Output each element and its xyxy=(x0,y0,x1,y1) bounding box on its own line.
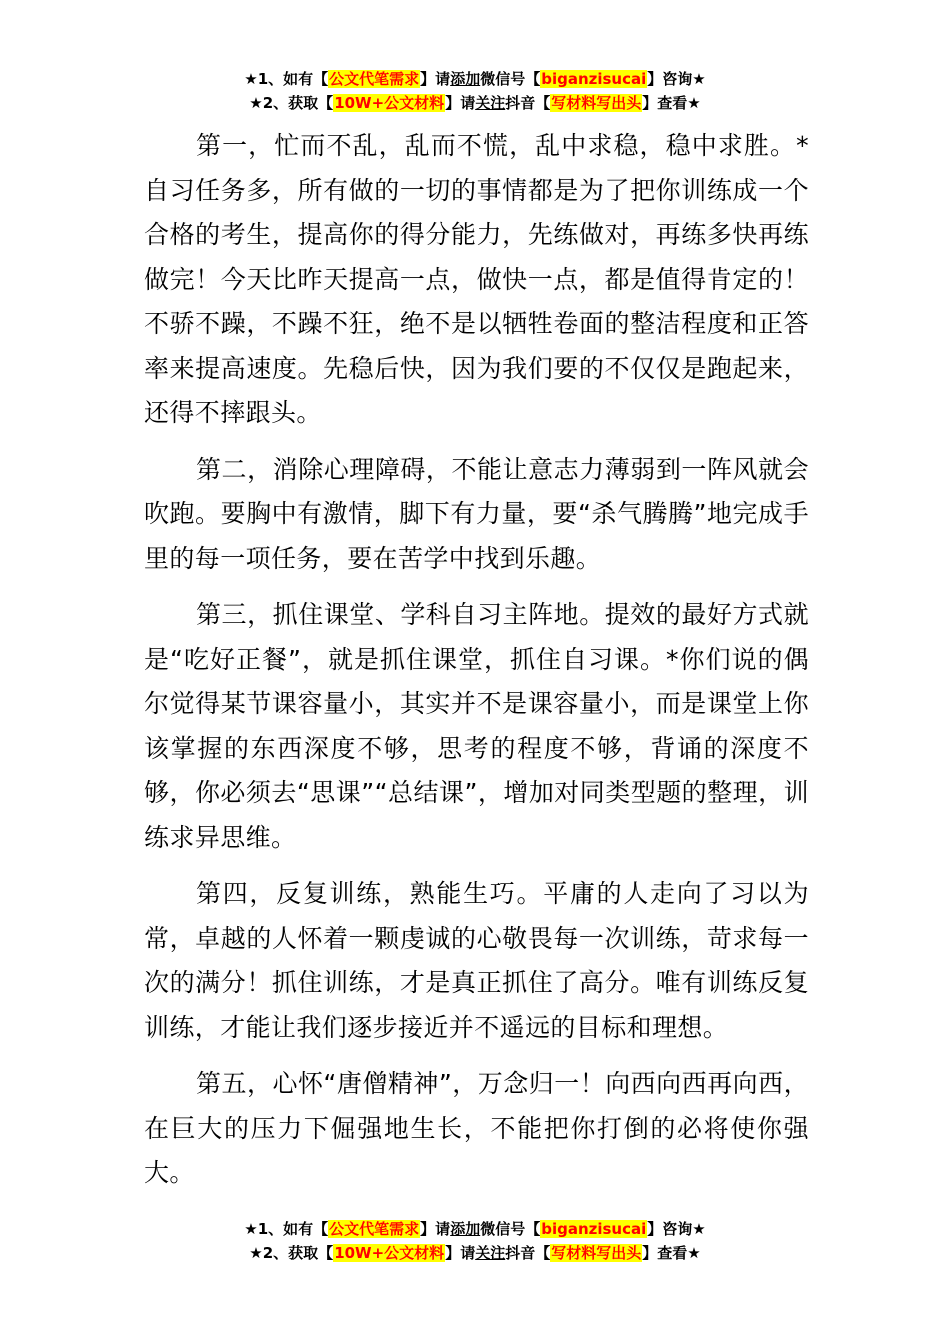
ad-highlight-materials: 10W+公文材料 xyxy=(334,1244,445,1262)
ad-highlight-materials: 10W+公文材料 xyxy=(334,94,445,112)
ad-emphasis: 添加 xyxy=(450,1220,481,1238)
ad-text: 】咨询★ xyxy=(647,70,706,88)
ad-text: 】查看★ xyxy=(642,94,701,112)
ad-emphasis: 关注 xyxy=(475,94,506,112)
ad-highlight-douyin-account: 写材料写出头 xyxy=(551,94,642,112)
ad-text: 】请 xyxy=(420,1220,451,1238)
header-ad-banner xyxy=(0,67,950,115)
ad-text: 】请 xyxy=(445,94,476,112)
ad-text: 】请 xyxy=(420,70,451,88)
header-ad-line-1 xyxy=(0,67,950,91)
ad-text: 抖音【 xyxy=(505,1244,551,1262)
ad-highlight-service: 公文代笔需求 xyxy=(329,70,420,88)
paragraph-3: 第三，抓住课堂、学科自习主阵地。提效的最好方式就是“吃好正餐”，就是抓住课堂，抓住自习课。*你们说的偶尔觉得某节课容量小，其实并不是课容量小，而是课堂上你该掌握的东西深度不够，思考的程度不够，背诵的深度不够，你必须去“思课”“总结课”，增加对同类型题的整理，训练求异思维。 xyxy=(144,600,809,852)
ad-emphasis: 关注 xyxy=(475,1244,506,1262)
ad-highlight-wechat-id: biganzisucai xyxy=(541,70,647,88)
ad-highlight-wechat-id: biganzisucai xyxy=(541,1220,647,1238)
ad-text: 微信号【 xyxy=(480,1220,541,1238)
paragraph-5: 第五，心怀“唐僧精神”，万念归一！向西向西再向西，在巨大的压力下倔强地生长，不能把你打倒的必将使你强大。 xyxy=(144,1069,809,1187)
ad-text: 】请 xyxy=(445,1244,476,1262)
ad-emphasis: 添加 xyxy=(450,70,481,88)
ad-text: ★1、如有【 xyxy=(244,1220,329,1238)
ad-text: ★1、如有【 xyxy=(244,70,329,88)
document-body xyxy=(144,124,809,1208)
paragraph-4: 第四，反复训练，熟能生巧。平庸的人走向了习以为常，卓越的人怀着一颗虔诚的心敬畏每一次训练，苛求每一次的满分！抓住训练，才是真正抓住了高分。唯有训练反复训练，才能让我们逐步接近并不遥远的目标和理想。 xyxy=(144,879,809,1042)
ad-highlight-service: 公文代笔需求 xyxy=(329,1220,420,1238)
ad-text: 微信号【 xyxy=(480,70,541,88)
footer-ad-banner xyxy=(0,1217,950,1265)
paragraph-2: 第二，消除心理障碍，不能让意志力薄弱到一阵风就会吹跑。要胸中有激情，脚下有力量，要“杀气腾腾”地完成手里的每一项任务，要在苦学中找到乐趣。 xyxy=(144,454,809,573)
paragraph-1: 第一，忙而不乱，乱而不慌，乱中求稳，稳中求胜。*自习任务多，所有做的一切的事情都是为了把你训练成一个合格的考生，提高你的得分能力，先练做对，再练多快再练做完！今天比昨天提高一点，做快一点，都是值得肯定的！不骄不躁，不躁不狂，绝不是以牺牲卷面的整洁程度和正答率来提高速度。先稳后快，因为我们要的不仅仅是跑起来，还得不摔跟头。 xyxy=(144,131,809,427)
ad-highlight-douyin-account: 写材料写出头 xyxy=(551,1244,642,1262)
header-ad-line-2 xyxy=(0,91,950,115)
ad-text: ★2、获取【 xyxy=(249,94,334,112)
ad-text: 抖音【 xyxy=(505,94,551,112)
footer-ad-line-1 xyxy=(0,1217,950,1241)
ad-text: 】查看★ xyxy=(642,1244,701,1262)
ad-text: ★2、获取【 xyxy=(249,1244,334,1262)
ad-text: 】咨询★ xyxy=(647,1220,706,1238)
footer-ad-line-2 xyxy=(0,1241,950,1265)
